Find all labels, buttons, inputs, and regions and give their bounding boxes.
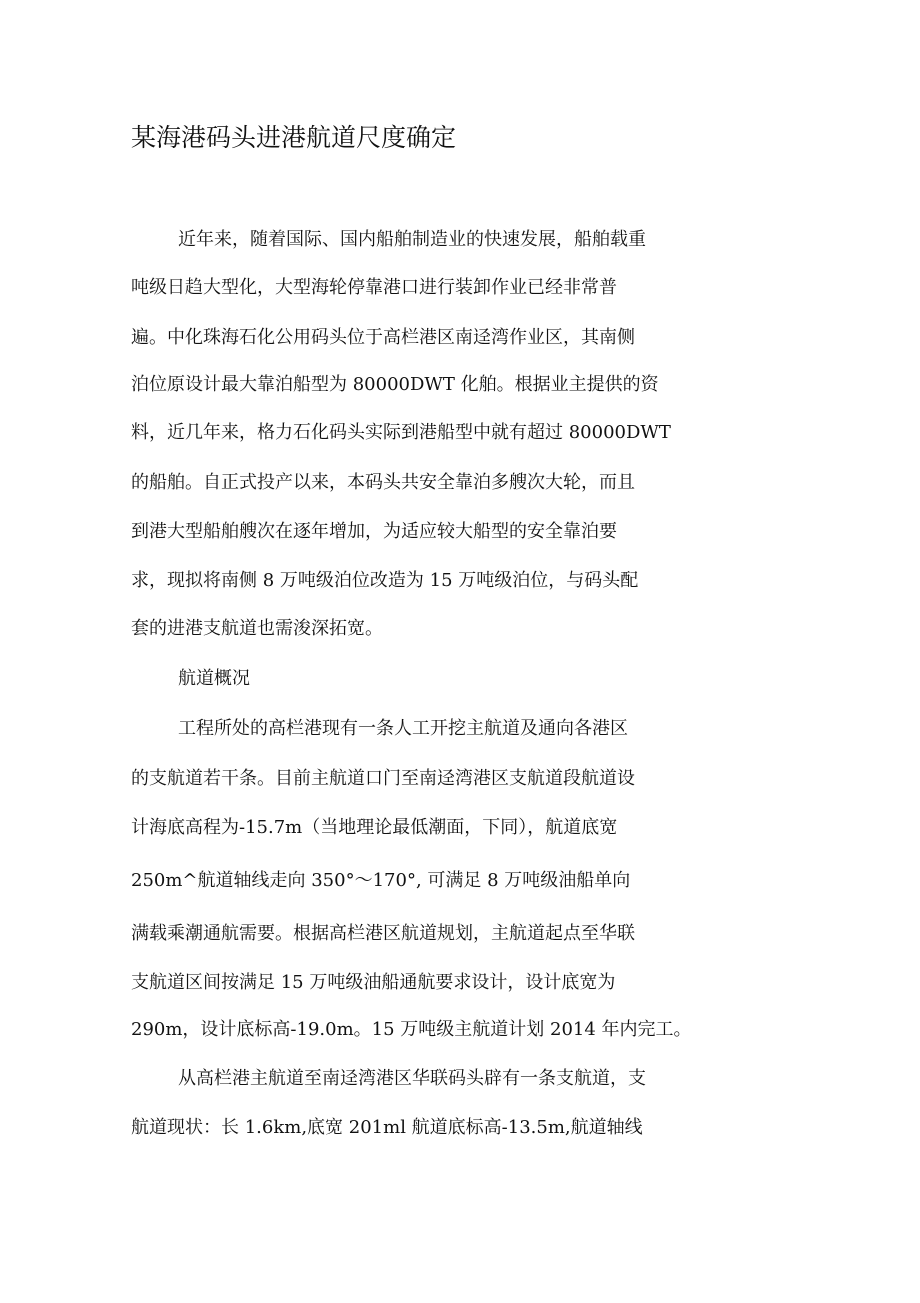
paragraph-3-line-1: 从高栏港主航道至南迳湾港区华联码头辟有一条支航道，支 bbox=[178, 1068, 646, 1089]
paragraph-1-line-5: 料，近几年来，格力石化码头实际到港船型中就有超过 80000DWT bbox=[131, 422, 671, 443]
paragraph-1-line-2: 吨级日趋大型化，大型海轮停靠港口进行装卸作业已经非常普 bbox=[131, 277, 617, 298]
paragraph-2-line-4: 250m^航道轴线走向 350°〜170°, 可满足 8 万吨级油船单向 bbox=[131, 870, 631, 891]
paragraph-2-line-6: 支航道区间按满足 15 万吨级油船通航要求设计，设计底宽为 bbox=[131, 972, 616, 993]
paragraph-1-line-8: 求，现拟将南侧 8 万吨级泊位改造为 15 万吨级泊位，与码头配 bbox=[131, 570, 639, 591]
paragraph-1-line-3: 遍。中化珠海石化公用码头位于高栏港区南迳湾作业区，其南侧 bbox=[131, 327, 635, 348]
paragraph-3-line-2: 航道现状：长 1.6km,底宽 201ml 航道底标高-13.5m,航道轴线 bbox=[131, 1117, 643, 1138]
paragraph-2-line-2: 的支航道若干条。目前主航道口门至南迳湾港区支航道段航道设 bbox=[131, 768, 635, 789]
paragraph-1-line-6: 的船舶。自正式投产以来，本码头共安全靠泊多艘次大轮，而且 bbox=[131, 472, 635, 493]
paragraph-1-line-4: 泊位原设计最大靠泊船型为 80000DWT 化舶。根据业主提供的资 bbox=[131, 374, 659, 395]
paragraph-1-line-7: 到港大型船舶艘次在逐年增加，为适应较大船型的安全靠泊要 bbox=[131, 521, 617, 542]
paragraph-1-line-9: 套的进港支航道也需浚深拓宽。 bbox=[131, 618, 383, 639]
paragraph-2-line-1: 工程所处的高栏港现有一条人工开挖主航道及通向各港区 bbox=[178, 718, 628, 739]
paragraph-1-line-1: 近年来，随着国际、国内船舶制造业的快速发展，船舶载重 bbox=[178, 229, 646, 250]
paragraph-2-line-5: 满载乘潮通航需要。根据高栏港区航道规划，主航道起点至华联 bbox=[131, 923, 635, 944]
section-heading-channel-overview: 航道概况 bbox=[178, 668, 250, 689]
document-title: 某海港码头进港航道尺度确定 bbox=[131, 123, 457, 152]
paragraph-2-line-3: 计海底高程为-15.7m（当地理论最低潮面，下同），航道底宽 bbox=[131, 817, 618, 838]
paragraph-2-line-7: 290m，设计底标高-19.0m。15 万吨级主航道计划 2014 年内完工。 bbox=[131, 1019, 692, 1040]
